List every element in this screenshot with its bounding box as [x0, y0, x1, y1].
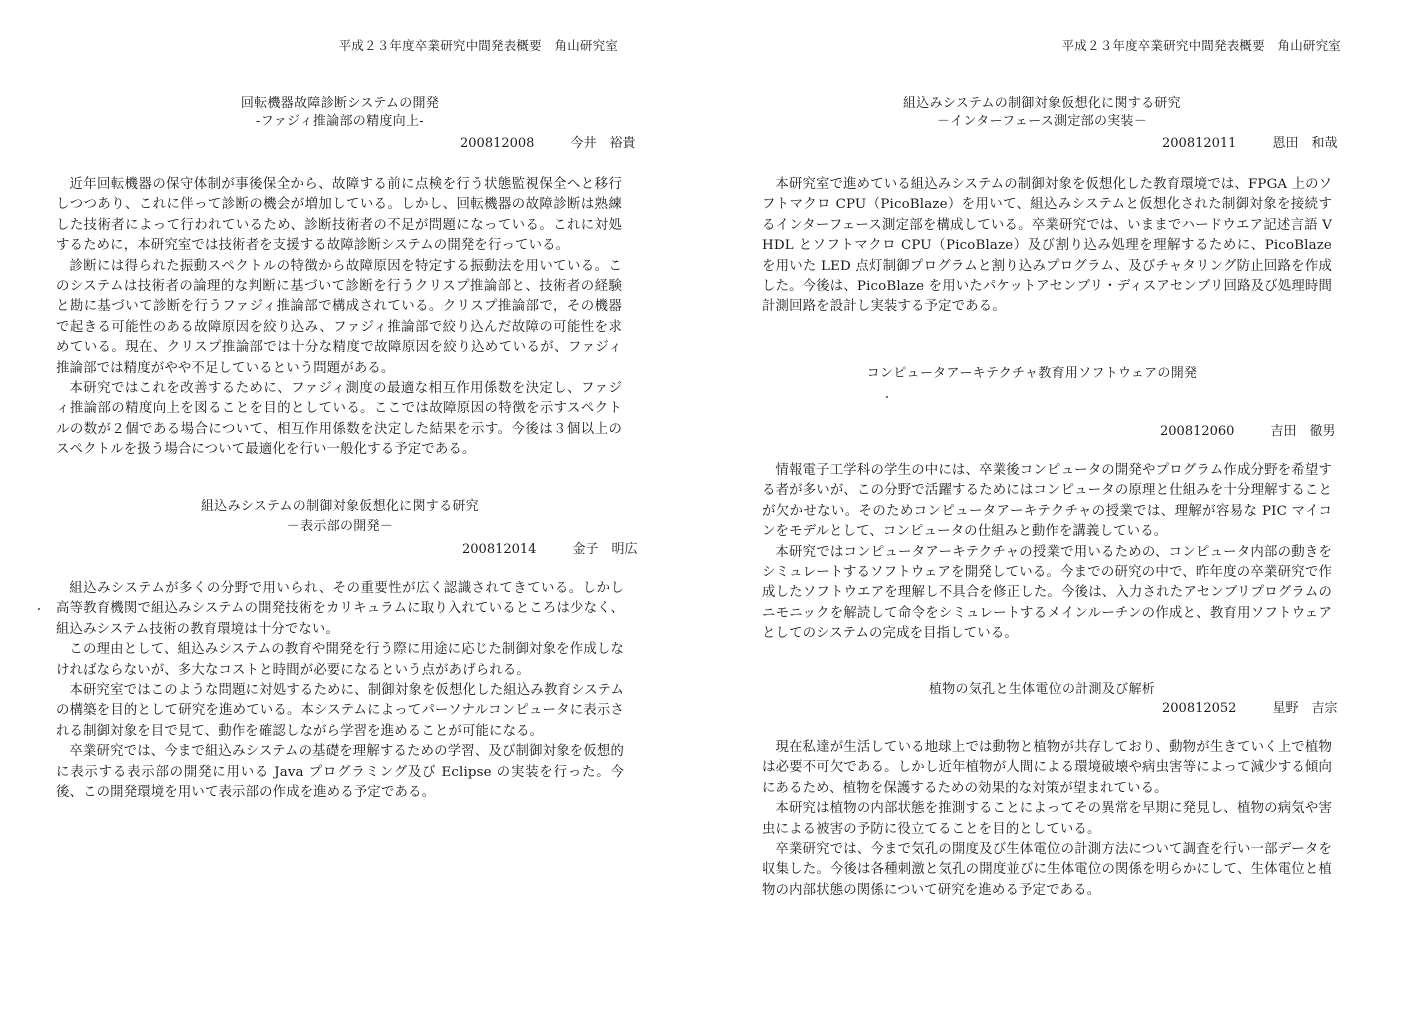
paragraph: 卒業研究では、今まで気孔の開度及び生体電位の計測方法について調査を行い一部データを収集した。今後は各種刺激と気孔の開度並びに生体電位の関係を明らかにして、生体電位と植物の内部状態の関係について研究を進める予定である。	[762, 842, 1332, 898]
article-body	[762, 461, 1332, 645]
paragraph: 本研究ではコンピュータアーキテクチャの授業で用いるための、コンピュータ内部の動きをシミュレートするソフトウェアを開発している。今までの研究の中で、昨年度の卒業研究で作成したソフトウエアを理解し不具合を修正した。今後は、入力されたアセンブリプログラムのニモニックを解読して命令をシミュレートするメインルーチンの作成と、教育用ソフトウェアとしてのシステムの完成を目指している。	[762, 544, 1332, 642]
paragraph: 本研究室ではこのような問題に対処するために、制御対象を仮想化した組込み教育システムの構築を目的として研究を進めている。本システムによってパーソナルコンピュータに表示される制御対象を目で見て、動作を確認しながら学習を進めることが可能になる。	[56, 683, 624, 739]
student-id: 200812011	[1162, 136, 1237, 151]
paragraph: 情報電子工学科の学生の中には、卒業後コンピュータの開発やプログラム作成分野を希望する者が多いが、この分野で活躍するためにはコンピュータの原理と仕組みを十分理解することが欠かせない。そのためコンピュータアーキテクチャの授業では、理解が容易な PIC マイコンをモデルとして、コンピュータの仕組みと動作を講義している。	[762, 463, 1332, 540]
article-title: 組込みシステムの制御対象仮想化に関する研究	[200, 499, 479, 514]
article-subtitle: －表示部の開発－	[286, 519, 394, 534]
scan-speck	[886, 396, 888, 398]
left-page	[0, 0, 700, 1020]
page-header: 平成２３年度卒業研究中間発表概要 角山研究室	[338, 38, 618, 53]
paragraph: 診断には得られた振動スペクトルの特徴から故障原因を特定する振動法を用いている。このシステムは技術者の論理的な判断に基づいて診断を行うクリスプ推論部と、技術者の経験と勘に基づいて診断を行うファジィ推論部で構成されている。クリスプ推論部で，その機器で起きる可能性のある故障原因を絞り込み、ファジィ推論部で絞り込んだ故障の可能性を求めている。現在、クリスプ推論部では十分な精度で故障原因を絞り込めているが、ファジィ推論部では精度がやや不足しているという問題がある。	[56, 258, 622, 376]
article-subtitle: -ファジィ推論部の精度向上-	[256, 114, 424, 129]
paragraph: 組込みシステムが多くの分野で用いられ、その重要性が広く認識されてきている。しかし高等教育機関で組込みシステムの開発技術をカリキュラムに取り入れているところは少なく、組込みシステム技術の教育環境は十分でない。	[56, 581, 624, 637]
paragraph: 本研究室で進めている組込みシステムの制御対象を仮想化した教育環境では、FPGA 上のソフトマクロ CPU（PicoBlaze）を用いて、組込みシステムと仮想化された制御対象を接続するインターフェース測定部を構成している。卒業研究では、いままでハードウエア記述言語 VHDL とソフトマクロ CPU（PicoBlaze）及び割り込み処理を理解するために、PicoBlaze を用いた LED 点灯制御プログラムと割り込みプログラム、及びチャタリング防止回路を作成した。今後は、PicoBlaze を用いたパケットアセンブリ・ディスアセンブリ回路及び処理時間計測回路を設計し実装する予定である。	[762, 177, 1332, 315]
paragraph: この理由として、組込みシステムの教育や開発を行う際に用途に応じた制御対象を作成しなければならないが、多大なコストと時間が必要になるという点があげられる。	[56, 642, 624, 678]
author-name: 吉田 徹男	[1270, 424, 1336, 439]
article-body	[762, 175, 1332, 318]
paragraph: 卒業研究では、今まで組込みシステムの基礎を理解するための学習、及び制御対象を仮想的に表示する表示部の開発に用いる Java プログラミング及び Eclipse の実装を行った。今後、この開発環境を用いて表示部の作成を進める予定である。	[56, 744, 624, 801]
author-byline	[1160, 420, 1335, 439]
article-subtitle: －インターフェース測定部の実装－	[936, 114, 1148, 129]
article-title: 組込みシステムの制御対象仮想化に関する研究	[902, 96, 1181, 111]
author-name: 今井 裕貴	[570, 136, 636, 151]
article-body	[762, 738, 1332, 901]
student-id: 200812052	[1162, 701, 1237, 716]
article-title: コンピュータアーキテクチャ教育用ソフトウェアの開発	[866, 366, 1198, 381]
author-byline	[1162, 697, 1337, 716]
article-body	[56, 579, 624, 803]
student-id: 200812014	[462, 542, 537, 557]
right-page	[702, 0, 1403, 1020]
author-byline	[1162, 132, 1337, 151]
author-byline	[462, 538, 637, 557]
author-byline	[460, 132, 635, 151]
page-header: 平成２３年度卒業研究中間発表概要 角山研究室	[1061, 38, 1341, 53]
paragraph: 近年回転機器の保守体制が事後保全から、故障する前に点検を行う状態監視保全へと移行しつつあり、これに伴って診断の機会が増加している。しかし、回転機器の故障診断は熟練した技術者によって行われているため、診断技術者の不足が問題になっている。これに対処するために，本研究室では技術者を支援する故障診断システムの開発を行っている。	[56, 177, 622, 254]
student-id: 200812008	[460, 136, 535, 151]
article-body	[56, 175, 622, 461]
article-title: 植物の気孔と生体電位の計測及び解析	[928, 682, 1156, 697]
article-title: 回転機器故障診断システムの開発	[240, 96, 440, 111]
author-name: 恩田 和哉	[1272, 136, 1338, 151]
paragraph: 本研究は植物の内部状態を推測することによってその異常を早期に発見し、植物の病気や害虫による被害の予防に役立てることを目的としている。	[762, 801, 1332, 837]
author-name: 星野 吉宗	[1272, 701, 1338, 716]
scan-speck	[38, 608, 40, 610]
paragraph: 本研究ではこれを改善するために、ファジィ測度の最適な相互作用係数を決定し、ファジィ推論部の精度向上を図ることを目的としている。ここでは故障原因の特徴を示すスペクトルの数が２個である場合について、相互作用係数を決定した結果を示す。今後は３個以上のスペクトルを扱う場合について最適化を行い一般化する予定である。	[56, 381, 622, 458]
student-id: 200812060	[1160, 424, 1235, 439]
author-name: 金子 明広	[572, 542, 638, 557]
paragraph: 現在私達が生活している地球上では動物と植物が共存しており、動物が生きていく上で植物は必要不可欠である。しかし近年植物が人間による環境破壊や病虫害等によって減少する傾向にあるため、植物を保護するための効果的な対策が望まれている。	[762, 740, 1332, 796]
